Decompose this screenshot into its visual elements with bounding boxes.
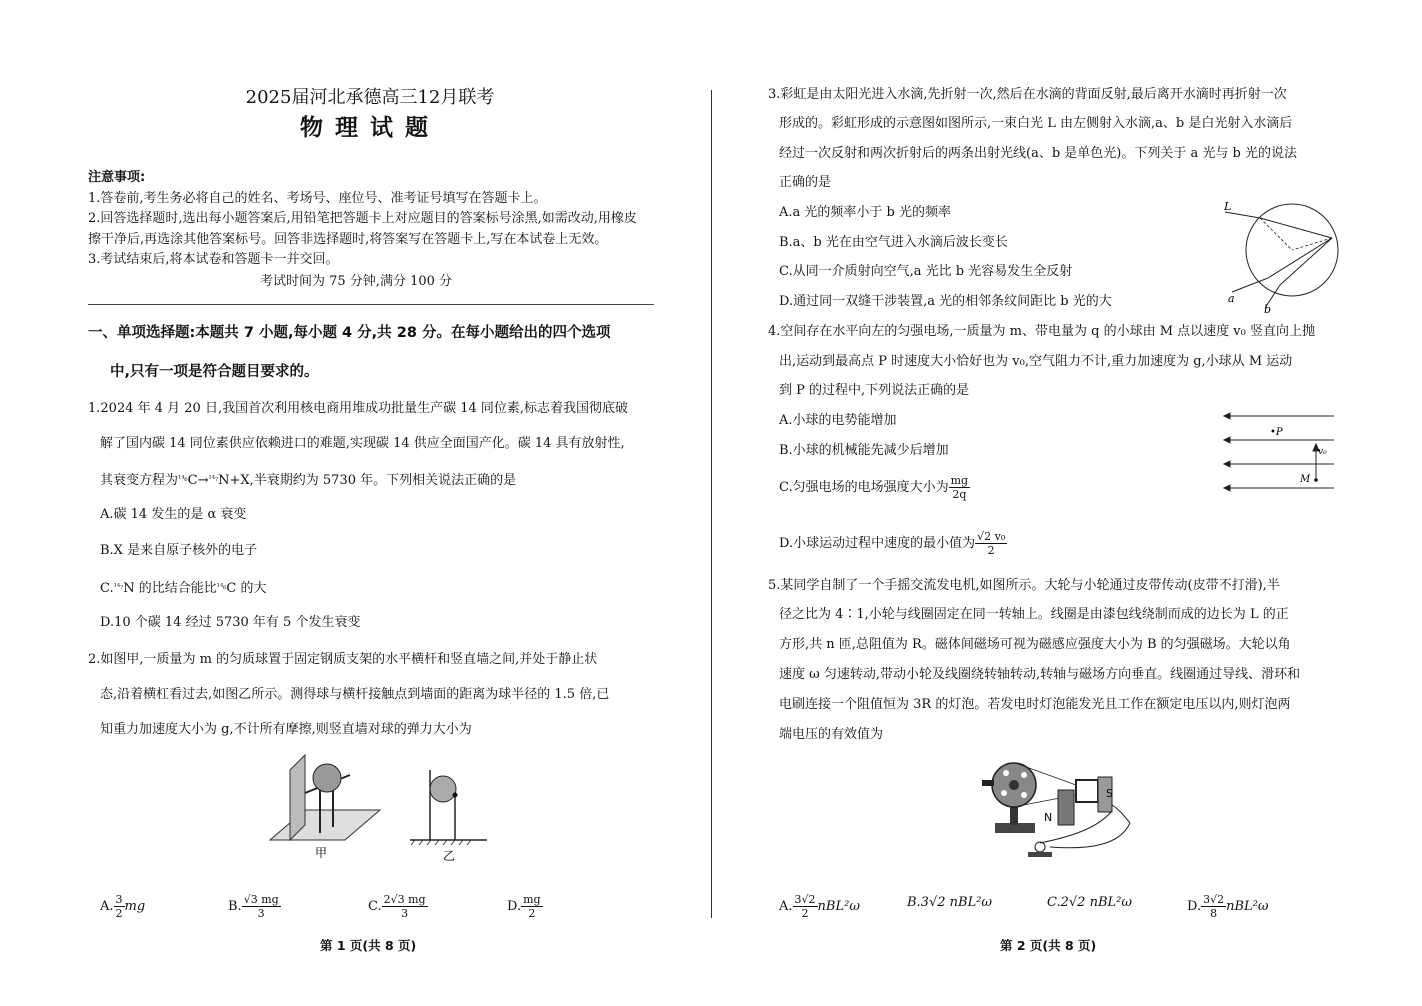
q2-option-d: D. $\frac{mg}{2}$ bbox=[507, 893, 541, 920]
q2-text: 知重力加速度大小为 g,不计所有摩擦,则竖直墙对球的弹力大小为 bbox=[100, 722, 472, 737]
label-M: M bbox=[1300, 474, 1311, 485]
q4-text: 4.空间存在水平向左的匀强电场,一质量为 m、带电量为 q 的小球由 M 点以速度 v₀ 竖直向上抛 bbox=[768, 324, 1315, 339]
q4-field-figure bbox=[1220, 408, 1340, 498]
q2-text: 态,沿着横杠看过去,如图乙所示。测得球与横杆接触点到墙面的距离为球半径的 1.5 倍,已 bbox=[100, 687, 610, 702]
fig-label-a: 甲 bbox=[315, 846, 328, 860]
q4-text: 到 P 的过程中,下列说法正确的是 bbox=[779, 383, 970, 398]
header-divider bbox=[88, 304, 654, 305]
notice-item: 2.回答选择题时,选出每小题答案后,用铅笔把答题卡上对应题目的答案标号涂黑,如需改动,用橡皮 bbox=[88, 211, 637, 226]
exam-title: 2025届河北承德高三12月联考 bbox=[245, 87, 495, 108]
q5-generator-figure bbox=[980, 755, 1145, 870]
q5-option-b: B.3√2 nBL²ω bbox=[907, 895, 993, 910]
q3-text: 正确的是 bbox=[779, 175, 832, 190]
q5-option-a: A. $\frac{3√2}{2}$ nBL²ω bbox=[779, 893, 860, 920]
q5-option-d: D. $\frac{3√2}{8}$ nBL²ω bbox=[1187, 893, 1269, 920]
notice-item: 3.考试结束后,将本试卷和答题卡一并交回。 bbox=[88, 252, 339, 267]
q1-text: 其衰变方程为$^{^{14}_6}$C→$^{^{14}_7}$N+X,半衰期约为 5730 年。下列相关说法正确的是 bbox=[100, 473, 517, 488]
q2-figure bbox=[265, 745, 490, 870]
q1-option-c: C.$^{^{14}_7}$N 的比结合能比$^{^{14}_6}$C 的大 bbox=[100, 581, 267, 596]
section-heading: 一、单项选择题:本题共 7 小题,每小题 4 分,共 28 分。在每小题给出的四个选项 bbox=[88, 325, 611, 341]
time-info: 考试时间为 75 分钟,满分 100 分 bbox=[260, 274, 453, 289]
q3-text: 形成的。彩虹形成的示意图如图所示,一束白光 L 由左侧射入水滴,a、b 是白光射入水滴后 bbox=[779, 116, 1293, 131]
q1-option-d: D.10 个碳 14 经过 5730 年有 5 个发生衰变 bbox=[100, 615, 361, 630]
q5-text: 电刷连接一个阻值恒为 3R 的灯泡。若发电时灯泡能发光且工作在额定电压以内,则灯泡两 bbox=[779, 697, 1291, 712]
notice-heading: 注意事项: bbox=[88, 170, 146, 185]
q3-text: 3.彩虹是由太阳光进入水滴,先折射一次,然后在水滴的背面反射,最后离开水滴时再折射一次 bbox=[768, 87, 1287, 102]
label-v0: v₀ bbox=[1318, 447, 1327, 457]
label-a: a bbox=[1228, 292, 1235, 305]
q2-option-c: C. $\frac{2√3 mg}{3}$ bbox=[368, 893, 426, 920]
fig-label-b: 乙 bbox=[443, 849, 456, 863]
subject-title: 物理试题 bbox=[300, 115, 440, 141]
q1-text: 1.2024 年 4 月 20 日,我国首次利用核电商用堆成功批量生产碳 14 同位素,标志着我国彻底破 bbox=[88, 401, 629, 416]
q2-option-b: B. $\frac{√3 mg}{3}$ bbox=[228, 893, 279, 920]
q4-option-c: C.匀强电场的电场强度大小为 $\frac{mg}{2q}$ bbox=[779, 474, 969, 501]
page-footer-right: 第 2 页(共 8 页) bbox=[1000, 938, 1097, 953]
page-divider bbox=[711, 90, 712, 918]
label-b: b bbox=[1264, 303, 1272, 315]
q5-option-c: C.2√2 nBL²ω bbox=[1047, 895, 1132, 910]
label-S: S bbox=[1106, 787, 1113, 800]
q3-option-b: B.a、b 光在由空气进入水滴后波长变长 bbox=[779, 235, 1008, 250]
section-heading-cont: 中,只有一项是符合题目要求的。 bbox=[110, 364, 319, 380]
q2-text: 2.如图甲,一质量为 m 的匀质球置于固定钢质支架的水平横杆和竖直墙之间,并处于静止状 bbox=[88, 652, 598, 667]
q3-raindrop-figure bbox=[1220, 200, 1345, 315]
label-P: •P bbox=[1270, 427, 1283, 438]
q4-option-b: B.小球的机械能先减少后增加 bbox=[779, 443, 949, 458]
q3-option-d: D.通过同一双缝干涉装置,a 光的相邻条纹间距比 b 光的大 bbox=[779, 294, 1112, 309]
q4-option-a: A.小球的电势能增加 bbox=[779, 413, 897, 428]
q5-text: 5.某同学自制了一个手摇交流发电机,如图所示。大轮与小轮通过皮带传动(皮带不打滑),半 bbox=[768, 578, 1280, 593]
q5-text: 方形,共 n 匝,总阻值为 R。磁体间磁场可视为磁感应强度大小为 B 的匀强磁场。大轮以角 bbox=[779, 637, 1291, 652]
page-footer-left: 第 1 页(共 8 页) bbox=[320, 938, 417, 953]
label-N: N bbox=[1044, 811, 1053, 824]
q1-text: 解了国内碳 14 同位素供应依赖进口的难题,实现碳 14 供应全面国产化。碳 14 具有放射性, bbox=[100, 436, 625, 451]
q5-text: 径之比为 4∶1,小轮与线圈固定在同一转轴上。线圈是由漆包线绕制而成的边长为 L 的正 bbox=[779, 607, 1289, 622]
q4-text: 出,运动到最高点 P 时速度大小恰好也为 v₀,空气阻力不计,重力加速度为 g,小球从 M 运动 bbox=[779, 354, 1293, 369]
label-L: L bbox=[1224, 200, 1232, 213]
q3-option-a: A.a 光的频率小于 b 光的频率 bbox=[779, 205, 951, 220]
notice-item: 擦干净后,再选涂其他答案标号。回答非选择题时,将答案写在答题卡上,写在本试卷上无效。 bbox=[88, 232, 608, 247]
q4-option-d: D.小球运动过程中速度的最小值为 $\frac{\text{√2 v₀}}{2}$ bbox=[779, 530, 1006, 557]
q5-text: 速度 ω 匀速转动,带动小轮及线圈绕转轴转动,转轴与磁场方向垂直。线圈通过导线、滑环和 bbox=[779, 667, 1301, 682]
q2-option-a: A. $\frac{3}{2}$ mg bbox=[100, 893, 146, 920]
q3-text: 经过一次反射和两次折射后的两条出射光线(a、b 是单色光)。下列关于 a 光与 b 光的说法 bbox=[779, 146, 1297, 161]
q1-option-b: B.X 是来自原子核外的电子 bbox=[100, 543, 258, 558]
q1-option-a: A.碳 14 发生的是 α 衰变 bbox=[100, 507, 247, 522]
notice-item: 1.答卷前,考生务必将自己的姓名、考场号、座位号、准考证号填写在答题卡上。 bbox=[88, 191, 547, 206]
q5-text: 端电压的有效值为 bbox=[779, 727, 884, 742]
q3-option-c: C.从同一介质射向空气,a 光比 b 光容易发生全反射 bbox=[779, 264, 1073, 279]
